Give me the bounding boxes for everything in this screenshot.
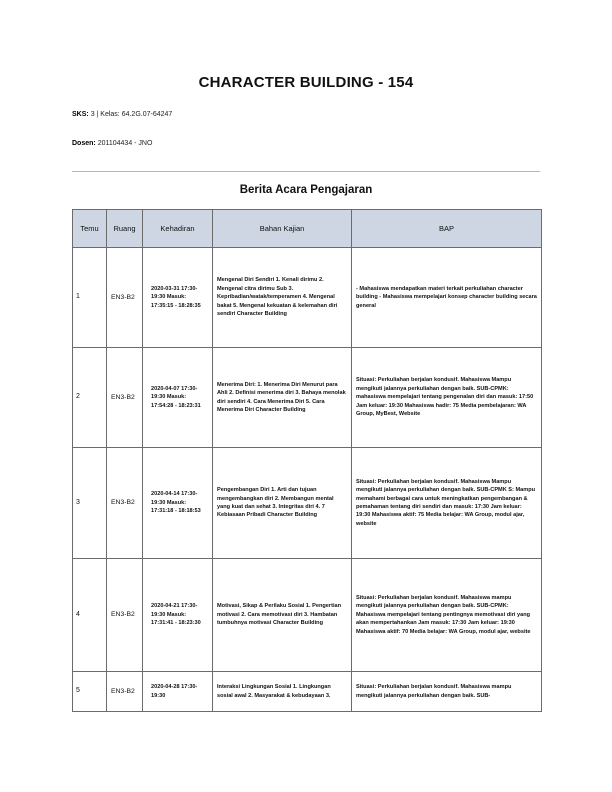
cell-ruang: EN3-B2	[107, 559, 143, 672]
cell-kehadiran: 2020-04-28 17:30-19:30	[143, 672, 213, 712]
table-row	[73, 248, 542, 348]
dosen-value: 201104434 - JNO	[97, 140, 153, 147]
table-row	[73, 448, 542, 559]
cell-bap: Situasi: Perkuliahan berjalan kondusif. Mahasiswa mampu mengikuti jalannya perkuliahan dengan baik. SUB-CPMK: Mahasiswa mempelajari tentang pentingnya memotivasi diri yang akan mempertahankan Jam masuk: 17:30 Jam keluar: 19:30 Mahasiswa aktif: 70 Media belajar: WA Group, modul ajar, website	[352, 559, 542, 672]
divider	[72, 171, 540, 172]
column-header-bap: BAP	[352, 210, 542, 248]
cell-temu: 1	[73, 248, 107, 348]
cell-temu: 3	[73, 448, 107, 559]
section-title: Berita Acara Pengajaran	[239, 184, 373, 196]
cell-bap: Situasi: Perkuliahan berjalan kondusif. Mahasiswa mampu mengikuti jalannya perkuliahan dengan baik. SUB-	[352, 672, 542, 712]
column-header-kehadiran: Kehadiran	[143, 210, 213, 248]
cell-bahan-kajian: Motivasi, Sikap & Perilaku Sosial 1. Pengertian motivasi 2. Cara memotivasi diri 3. Hambatan tumbuhnya motivasi Character Building	[213, 559, 352, 672]
table-header-row	[73, 210, 542, 248]
class-info	[72, 111, 172, 118]
cell-bahan-kajian: Mengenal Diri Sendiri 1. Kenali dirimu 2. Mengenal citra dirimu Sub 3. Kepribadian/watak/temperamen 4. Mengenal bakat 5. Mengenal kekuatan & kelemahan diri sendiri Character Building	[213, 248, 352, 348]
cell-bap: Situasi: Perkuliahan berjalan kondusif. Mahasiswa Mampu mengikuti jalannya perkuliahan dengan baik. SUB-CPMK S: Mampu memahami berbagai cara untuk meningkatkan pengembangan & pemahaman tentang diri sendiri dan masuk: 17:30 Jam keluar: 19:30 Mahasiswa aktif: 75 Media belajar: WA Group, modul ajar, website	[352, 448, 542, 559]
column-header-bahan-kajian: Bahan Kajian	[213, 210, 352, 248]
lecturer-info	[72, 140, 152, 147]
cell-bahan-kajian: Pengembangan Diri 1. Arti dan tujuan mengembangkan diri 2. Membangun mental yang kuat dan sehat 3. Integritas diri 4. 7 Kebiasaan Pribadi Character Building	[213, 448, 352, 559]
cell-ruang: EN3-B2	[107, 672, 143, 712]
sks-label: SKS:	[72, 111, 89, 118]
sks-class-value: 3 | Kelas: 64.2G.07-64247	[90, 111, 173, 118]
cell-ruang: EN3-B2	[107, 448, 143, 559]
dosen-label: Dosen:	[72, 140, 96, 147]
cell-ruang: EN3-B2	[107, 348, 143, 448]
cell-kehadiran: 2020-03-31 17:30-19:30 Masuk: 17:35:15 - 18:28:35	[143, 248, 213, 348]
cell-kehadiran: 2020-04-21 17:30-19:30 Masuk: 17:31:41 - 18:23:30	[143, 559, 213, 672]
column-header-temu: Temu	[73, 210, 107, 248]
cell-kehadiran: 2020-04-14 17:30-19:30 Masuk: 17:31:18 - 18:18:53	[143, 448, 213, 559]
cell-bahan-kajian: Menerima Diri: 1. Menerima Diri Menurut para Ahli 2. Definisi menerima diri 3. Bahaya menolak diri sendiri 4. Cara Menerima Diri 5. Cara Menerima Diri Character Building	[213, 348, 352, 448]
cell-temu: 4	[73, 559, 107, 672]
page-title: CHARACTER BUILDING - 154	[198, 74, 414, 91]
table-row	[73, 559, 542, 672]
cell-kehadiran: 2020-04-07 17:30-19:30 Masuk: 17:54:28 - 18:23:31	[143, 348, 213, 448]
cell-bap: - Mahasiswa mendapatkan materi terkait perkuliahan character building - Mahasiswa mempelajari konsep character building secara general	[352, 248, 542, 348]
cell-ruang: EN3-B2	[107, 248, 143, 348]
cell-bap: Situasi: Perkuliahan berjalan kondusif. Mahasiswa Mampu mengikuti jalannya perkuliahan dengan baik. SUB-CPMK: mahasiswa mempelajari tentang pengenalan diri dan masuk: 17:50 Jam keluar: 19:30 Mahasiswa hadir: 75 Media pembelajaran: WA Group, MyBest, Website	[352, 348, 542, 448]
column-header-ruang: Ruang	[107, 210, 143, 248]
cell-temu: 2	[73, 348, 107, 448]
cell-temu: 5	[73, 672, 107, 712]
table-row	[73, 348, 542, 448]
table-row	[73, 672, 542, 712]
teaching-log-table	[72, 209, 542, 712]
cell-bahan-kajian: Interaksi Lingkungan Sosial 1. Lingkungan sosial awal 2. Masyarakat & kebudayaan 3.	[213, 672, 352, 712]
